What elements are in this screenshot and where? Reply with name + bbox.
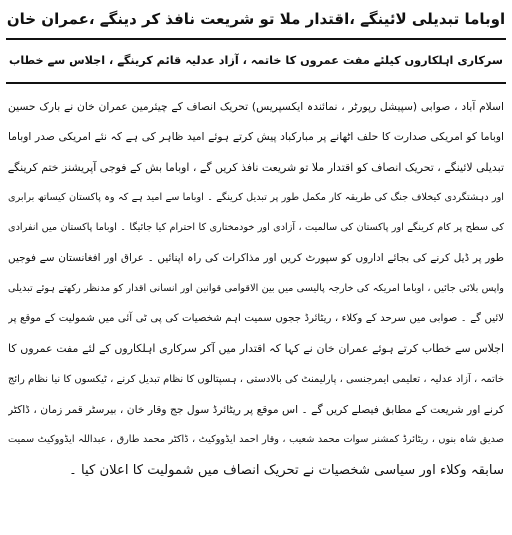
- article-line: خاتمہ ، آزاد عدلیہ ، تعلیمی ایمرجنسی ، پارلیمنٹ کی بالادستی ، ہسپتالوں کا نظام تبدیل کرنے ، ٹیکسوں کا نیا نظام رائج: [8, 373, 504, 385]
- article-line: کرنے اور شریعت کے مطابق فیصلے کریں گے ۔ اس موقع پر ریٹائرڈ سول جج وقار خان ، بیرسٹر قمر زمان ، ڈاکٹر: [8, 402, 504, 416]
- subheadline: سرکاری اہلکاروں کیلئے مفت عمروں کا خاتمہ ، آزاد عدلیہ قائم کرینگے ، اجلاس سے خطاب: [9, 54, 503, 67]
- article-line: واپس بلائی جائیں ، اوباما امریکہ کی خارجہ پالیسی میں بین الاقوامی قوانین اور انسانی اقدار کو مدنظر رکھتے ہوئے تبدیلی: [8, 282, 504, 294]
- article-line: اجلاس سے خطاب کرتے ہوئے عمران خان نے کہا کہ اقتدار میں آکر سرکاری اہلکاروں کے لئے مفت عمروں کا: [8, 342, 504, 356]
- article-line: تبدیلی لائینگے ، تحریک انصاف کو اقتدار ملا تو شریعت نافذ کریں گے ، اوباما بش کے فوجی آپریشنز ختم کرینگے: [8, 160, 504, 174]
- article-line: اوباما کو امریکی صدارت کا حلف اٹھانے پر مبارکباد پیش کرتے ہوئے امید ظاہر کی ہے کہ نئے امریکی صدر اوباما: [8, 130, 504, 144]
- article-line: اور دہشتگردی کیخلاف جنگ کی طریقہ کار مکمل طور پر تبدیل کرینگے ۔ اوباما سے امید ہے کہ وہ پاکستان کیساتھ برابری: [8, 191, 504, 203]
- article-line: طور پر ڈیل کرنے کی بجائے اداروں کو سپورٹ کریں اور مذاکرات کی راہ اپنائیں ۔ عراق اور افغانستان سے فوجیں: [8, 252, 504, 265]
- article-line: صدیق شاہ بنوں ، ریٹائرڈ کمشنر سوات محمد شعیب ، وقار احمد ایڈووکیٹ ، ڈاکٹر محمد طارق ، عبداللہ ایڈووکیٹ سمیت: [8, 434, 504, 446]
- article-line: سابقہ وکلاء اور سیاسی شخصیات نے تحریک انصاف میں شمولیت کا اعلان کیا ۔: [69, 462, 504, 478]
- headline-divider: [6, 38, 506, 40]
- headline: اوباما تبدیلی لائینگے ،اقتدار ملا تو شریعت نافذ کر دینگے ،عمران خان: [6, 10, 506, 28]
- article-line: کی سطح پر کام کرینگے اور پاکستان کی سالمیت ، آزادی اور خودمختاری کا احترام کیا جائیگا ۔ اوباما پاکستان میں انفرادی: [8, 222, 504, 234]
- subheadline-divider: [6, 82, 506, 84]
- article-body: [8, 92, 504, 532]
- article-line: اسلام آباد ، صوابی (سپیشل رپورٹر ، نمائندہ ایکسپریس) تحریک انصاف کے چیئرمین عمران خان نے بارک حسین: [8, 100, 504, 113]
- article-line: لائیں گے ۔ صوابی میں سرحد کے وکلاء ، ریٹائرڈ ججوں سمیت اہم شخصیات کی پی ٹی آئی میں شمولیت کے موقع پر: [8, 313, 504, 325]
